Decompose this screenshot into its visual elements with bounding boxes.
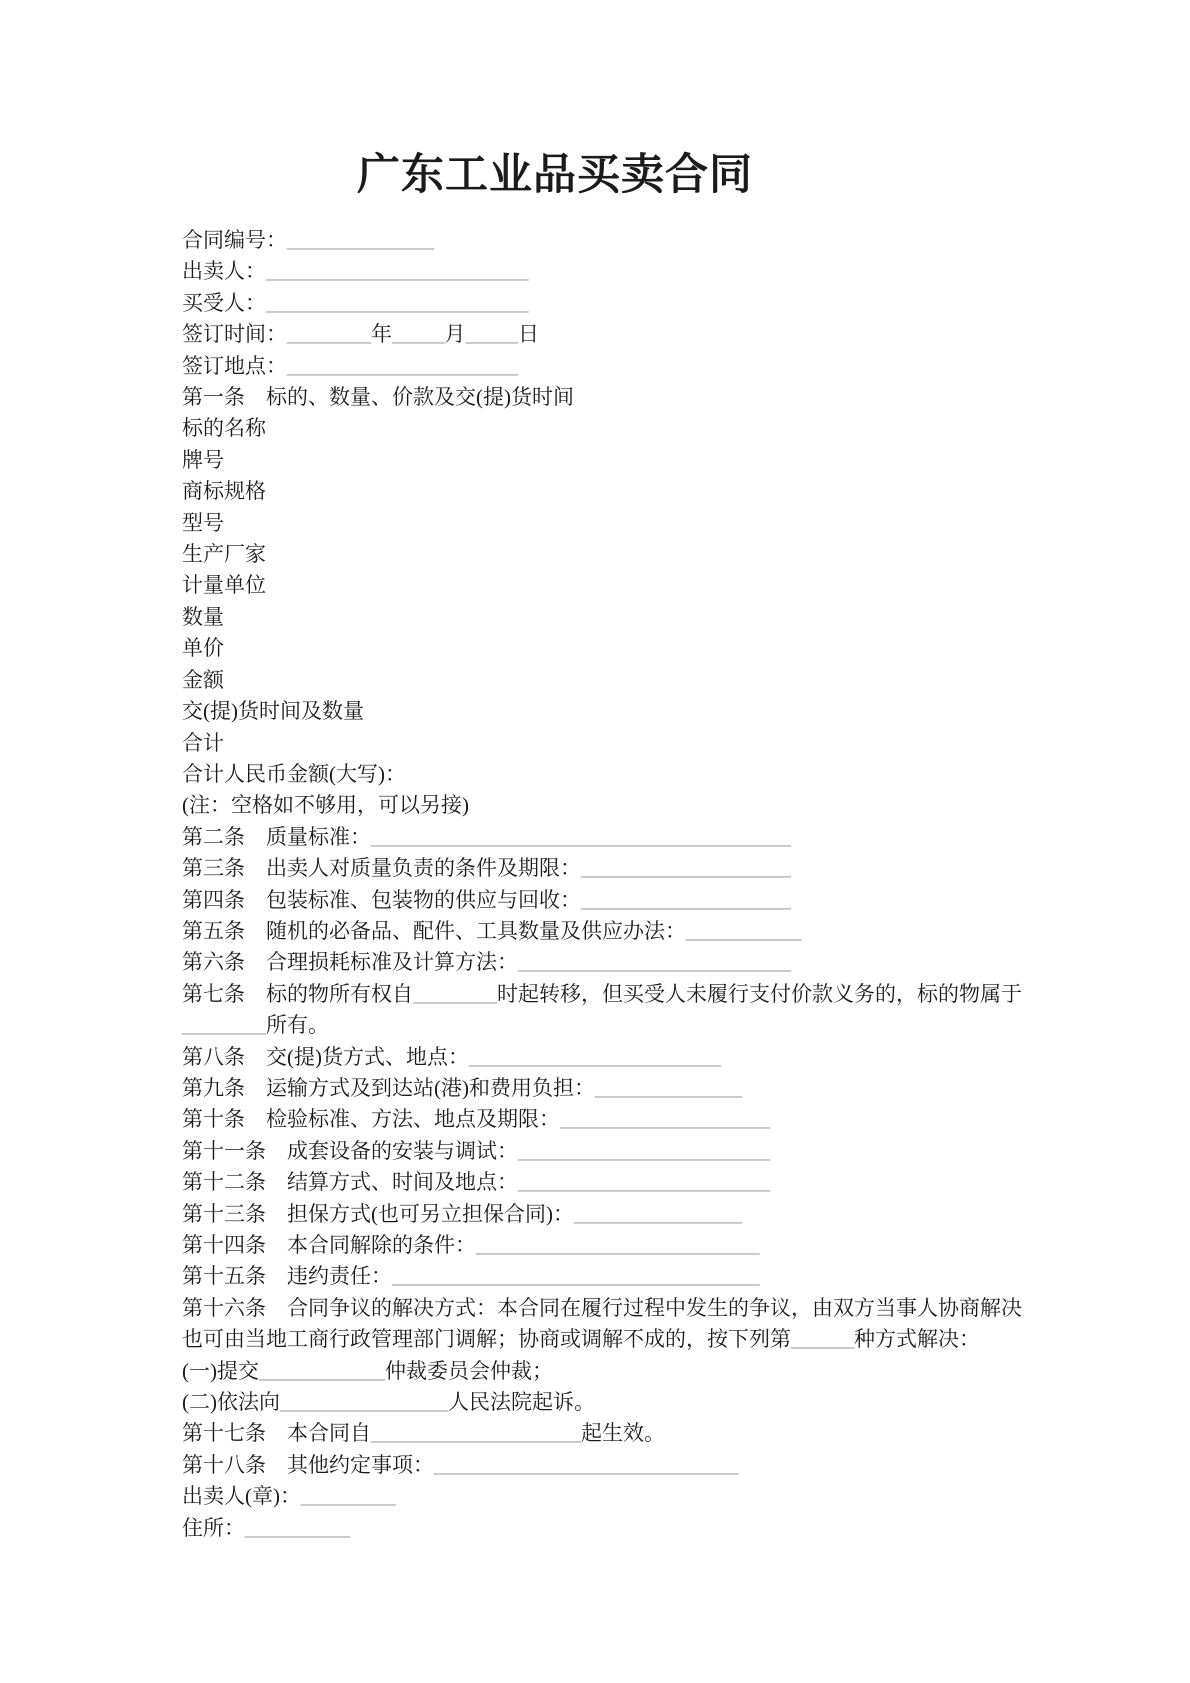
- blank-fill-line: ___________________________: [476, 1233, 760, 1257]
- field-delivery-time-qty: 交(提)货时间及数量: [182, 699, 364, 724]
- blank-fill-line: ________: [413, 981, 497, 1006]
- blank-fill-line: ________________: [280, 1390, 448, 1415]
- field-total-rmb-words: 合计人民币金额(大写)：: [182, 761, 406, 786]
- blank-fill-line: ____________________: [581, 887, 791, 912]
- clause-14: 第十四条 本合同解除的条件：___________________________: [182, 1233, 760, 1257]
- clause-7-line-1: 第七条 标的物所有权自________时起转移，但买受人未履行支付价款义务的，标的物属于: [182, 981, 1022, 1006]
- clause-6: 第六条 合理损耗标准及计算方法：__________________________: [182, 950, 791, 975]
- clause-17: 第十七条 本合同自____________________起生效。: [182, 1421, 665, 1446]
- blank-fill-line: ____________: [259, 1358, 385, 1383]
- seller-address-line: 住所：__________: [182, 1515, 350, 1540]
- clause-11: 第十一条 成套设备的安装与调试：________________________: [182, 1138, 770, 1163]
- clause-2: 第二条 质量标准：________________________________________: [182, 824, 791, 849]
- blank-fill-line: ______: [791, 1327, 854, 1352]
- field-total: 合计: [182, 730, 224, 755]
- contract-number-line: 合同编号：______________: [182, 228, 434, 252]
- blank-fill-line: _____: [465, 322, 518, 347]
- blank-fill-line: ________________: [574, 1201, 742, 1226]
- clause-1-heading: 第一条 标的、数量、价款及交(提)货时间: [182, 385, 574, 410]
- seller-line: 出卖人：_________________________: [182, 259, 529, 284]
- clause-9: 第九条 运输方式及到达站(港)和费用负担：______________: [182, 1075, 742, 1100]
- blank-fill-line: ______________: [287, 228, 434, 252]
- signing-place-line: 签订地点：______________________: [182, 353, 518, 378]
- blank-fill-line: _____: [392, 322, 445, 347]
- buyer-line: 买受人：_________________________: [182, 290, 529, 315]
- blank-fill-line: ________: [287, 322, 371, 347]
- blank-fill-line: ____________________: [581, 856, 791, 881]
- field-measure-unit: 计量单位: [182, 573, 266, 598]
- field-brand-number: 牌号: [182, 447, 224, 472]
- blank-fill-line: _________: [301, 1484, 396, 1509]
- clause-13: 第十三条 担保方式(也可另立担保合同)：________________: [182, 1201, 742, 1226]
- clause-16-line-1: 第十六条 合同争议的解决方式：本合同在履行过程中发生的争议，由双方当事人协商解决: [182, 1295, 1022, 1320]
- clause-16-option-1: (一)提交____________仲裁委员会仲裁；: [182, 1358, 553, 1383]
- blank-fill-line: _________________________: [266, 259, 529, 284]
- contract-body: [182, 225, 1062, 1544]
- clause-16-option-2: (二)依法向________________人民法院起诉。: [182, 1390, 595, 1415]
- blank-fill-line: __________________________: [518, 950, 791, 975]
- clause-10: 第十条 检验标准、方法、地点及期限：____________________: [182, 1107, 770, 1132]
- blank-fill-line: ________________________: [469, 1044, 721, 1069]
- clause-8: 第八条 交(提)货方式、地点：________________________: [182, 1044, 721, 1069]
- clause-5: 第五条 随机的必备品、配件、工具数量及供应办法：___________: [182, 918, 802, 943]
- note-line: (注：空格如不够用，可以另接): [182, 793, 469, 818]
- clause-18: 第十八条 其他约定事项：_____________________________: [182, 1452, 739, 1477]
- blank-fill-line: ________: [182, 1013, 266, 1038]
- field-manufacturer: 生产厂家: [182, 542, 266, 567]
- blank-fill-line: _________________________: [266, 290, 529, 315]
- field-unit-price: 单价: [182, 636, 224, 661]
- clause-4: 第四条 包装标准、包装物的供应与回收：____________________: [182, 887, 791, 912]
- blank-fill-line: ___________________________________: [392, 1264, 760, 1289]
- field-quantity: 数量: [182, 604, 224, 629]
- document-title: 广东工业品买卖合同: [357, 152, 753, 199]
- blank-fill-line: __________: [245, 1515, 350, 1540]
- blank-fill-line: _____________________________: [434, 1452, 739, 1477]
- field-amount: 金额: [182, 667, 224, 692]
- blank-fill-line: ________________________________________: [371, 824, 791, 849]
- field-trademark-spec: 商标规格: [182, 479, 266, 504]
- blank-fill-line: ______________________: [287, 353, 518, 378]
- blank-fill-line: ______________: [595, 1075, 742, 1100]
- blank-fill-line: ____________________: [560, 1107, 770, 1132]
- blank-fill-line: ____________________: [371, 1421, 581, 1446]
- clause-3: 第三条 出卖人对质量负责的条件及期限：____________________: [182, 856, 791, 881]
- blank-fill-line: ___________: [686, 918, 802, 943]
- signing-date-line: 签订时间：________年_____月_____日: [182, 322, 539, 347]
- seller-seal-line: 出卖人(章)：_________: [182, 1484, 396, 1509]
- blank-fill-line: ________________________: [518, 1170, 770, 1195]
- blank-fill-line: ________________________: [518, 1138, 770, 1163]
- clause-12: 第十二条 结算方式、时间及地点：________________________: [182, 1170, 770, 1195]
- field-subject-name: 标的名称: [182, 416, 266, 441]
- clause-15: 第十五条 违约责任：___________________________________: [182, 1264, 760, 1289]
- clause-7-line-2: ________所有。: [182, 1013, 329, 1038]
- clause-16-line-2: 也可由当地工商行政管理部门调解；协商或调解不成的，按下列第______种方式解决：: [182, 1327, 980, 1352]
- field-model-number: 型号: [182, 510, 224, 535]
